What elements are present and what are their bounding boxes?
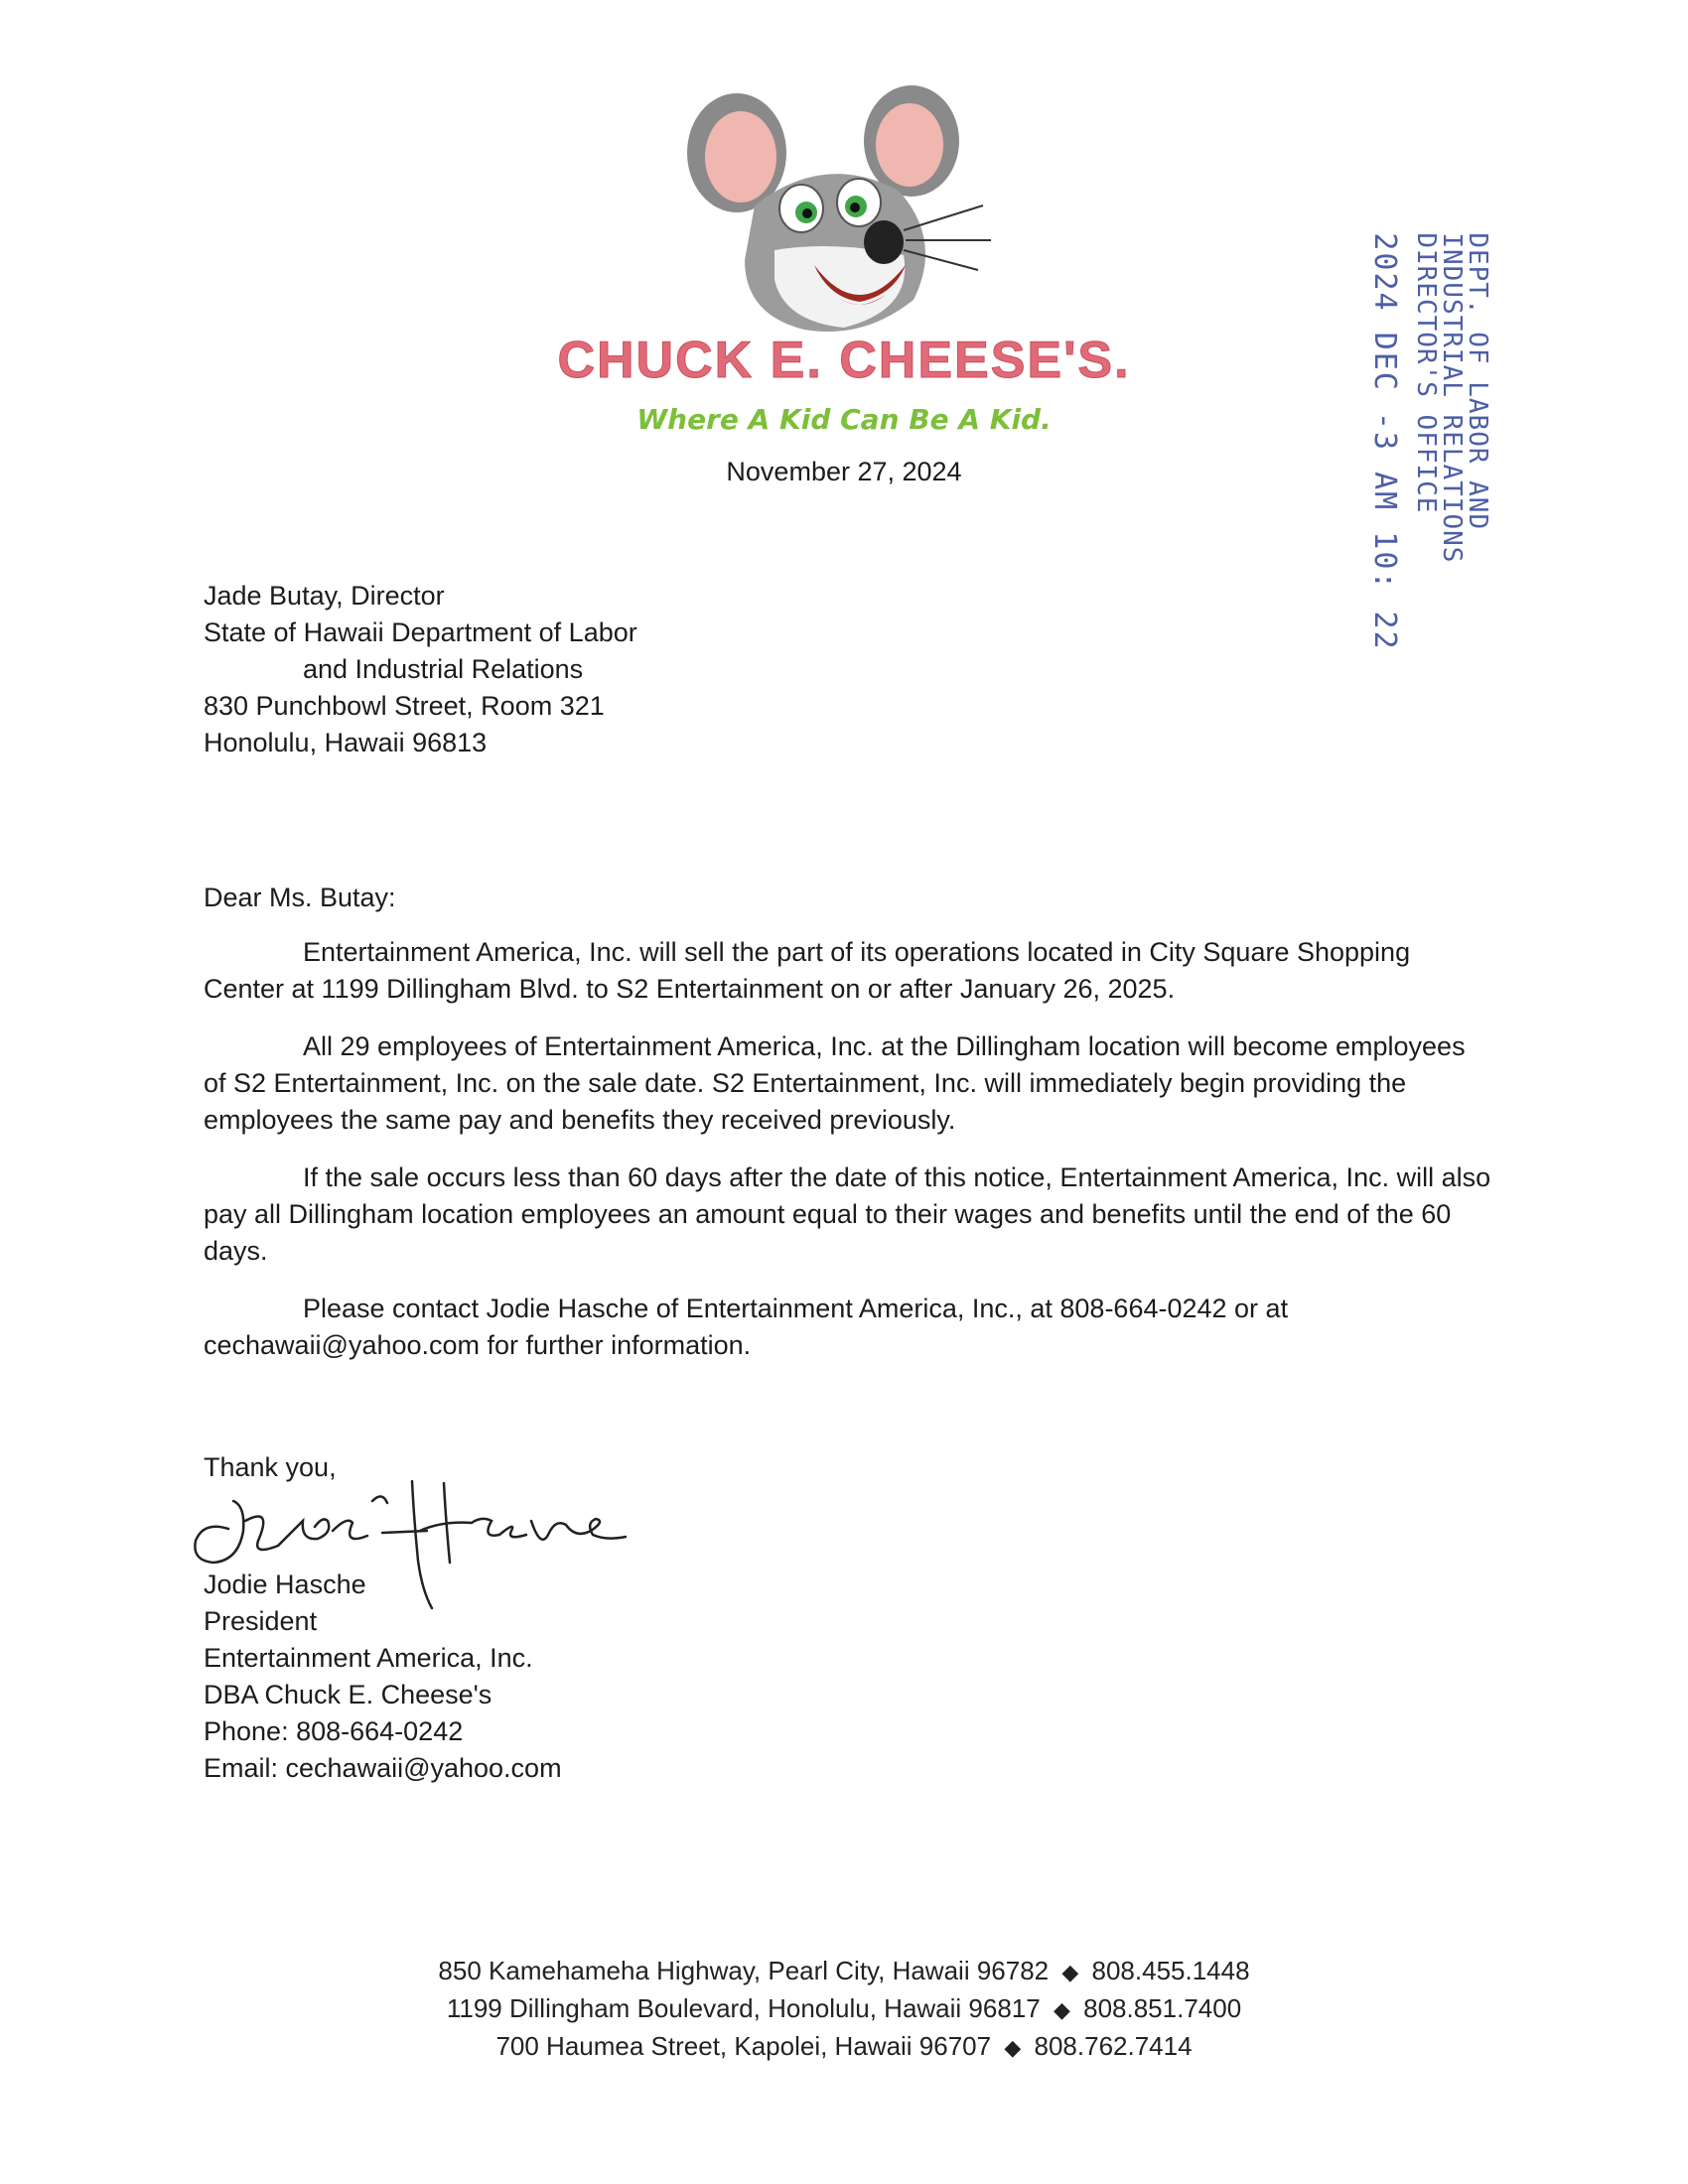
stamp-line-1: DEPT. OF LABOR AND xyxy=(1463,232,1492,531)
footer-address: 700 Haumea Street, Kapolei, Hawaii 96707 xyxy=(495,2031,992,2061)
footer-phone: 808.762.7414 xyxy=(1034,2031,1193,2061)
recipient-address xyxy=(204,578,1097,761)
stamp-received-date: 2024 DEC -3 AM 10: 22 xyxy=(1367,232,1402,651)
signer-phone: Phone: 808-664-0242 xyxy=(204,1716,464,1746)
body-paragraph: If the sale occurs less than 60 days after the date of this notice, Entertainment America, Inc. will also pay all Dillingham location employees an amount equal to their wages and benefits until the end of the 60 days. xyxy=(204,1162,1491,1266)
body-paragraph: All 29 employees of Entertainment America, Inc. at the Dillingham location will become employees of S2 Entertainment, Inc. on the sale date. S2 Entertainment, Inc. will immediately begin providing the employees the same pay and benefits they received previously. xyxy=(204,1031,1466,1135)
brand-tagline xyxy=(596,393,1092,443)
brand-name-wordmark xyxy=(557,326,1131,395)
received-stamp xyxy=(1340,232,1519,651)
signer-name: Jodie Hasche xyxy=(204,1570,366,1599)
signer-email: Email: cechawaii@yahoo.com xyxy=(204,1753,562,1783)
body-paragraph: Please contact Jodie Hasche of Entertainment America, Inc., at 808-664-0242 or at cechawaii@yahoo.com for further information. xyxy=(204,1294,1289,1360)
diamond-separator-icon: ◆ xyxy=(1053,1997,1070,2022)
body-paragraph: Entertainment America, Inc. will sell the part of its operations located in City Square Shopping Center at 1199 Dillingham Blvd. to S2 Entertainment on or after January 26, 2025. xyxy=(204,937,1411,1004)
signer-dba: DBA Chuck E. Cheese's xyxy=(204,1680,492,1709)
recipient-city: Honolulu, Hawaii 96813 xyxy=(204,728,488,757)
signer-company: Entertainment America, Inc. xyxy=(204,1643,533,1673)
recipient-street: 830 Punchbowl Street, Room 321 xyxy=(204,691,605,721)
footer-location xyxy=(248,1953,1440,1990)
letter-body xyxy=(204,934,1494,1385)
recipient-org-line-2: and Industrial Relations xyxy=(303,654,584,684)
footer-address: 1199 Dillingham Boulevard, Honolulu, Hawaii 96817 xyxy=(446,1993,1041,2023)
letter-date: November 27, 2024 xyxy=(726,457,962,486)
footer-location xyxy=(248,1990,1440,2028)
brand-name-text: CHUCK E. CHEESE'S. xyxy=(557,332,1131,389)
tagline-text: Where A Kid Can Be A Kid. xyxy=(636,403,1052,436)
footer-phone: 808.851.7400 xyxy=(1083,1993,1242,2023)
letterhead-footer xyxy=(248,1953,1440,2066)
salutation: Dear Ms. Butay: xyxy=(204,883,396,912)
footer-location xyxy=(248,2028,1440,2066)
recipient-name: Jade Butay, Director xyxy=(204,581,445,611)
diamond-separator-icon: ◆ xyxy=(1061,1960,1079,1984)
footer-address: 850 Kamehameha Highway, Pearl City, Hawaii 96782 xyxy=(438,1956,1050,1985)
chuck-e-cheese-mouse-logo xyxy=(675,91,1003,340)
recipient-org-line-1: State of Hawaii Department of Labor xyxy=(204,617,637,647)
signer-title: President xyxy=(204,1606,318,1636)
footer-phone: 808.455.1448 xyxy=(1091,1956,1250,1985)
signature-block xyxy=(204,1567,562,1787)
stamp-line-2: INDUSTRIAL RELATIONS xyxy=(1437,232,1467,564)
diamond-separator-icon: ◆ xyxy=(1004,2035,1022,2060)
stamp-line-3: DIRECTOR'S OFFICE xyxy=(1411,232,1441,514)
closing: Thank you, xyxy=(204,1452,337,1482)
